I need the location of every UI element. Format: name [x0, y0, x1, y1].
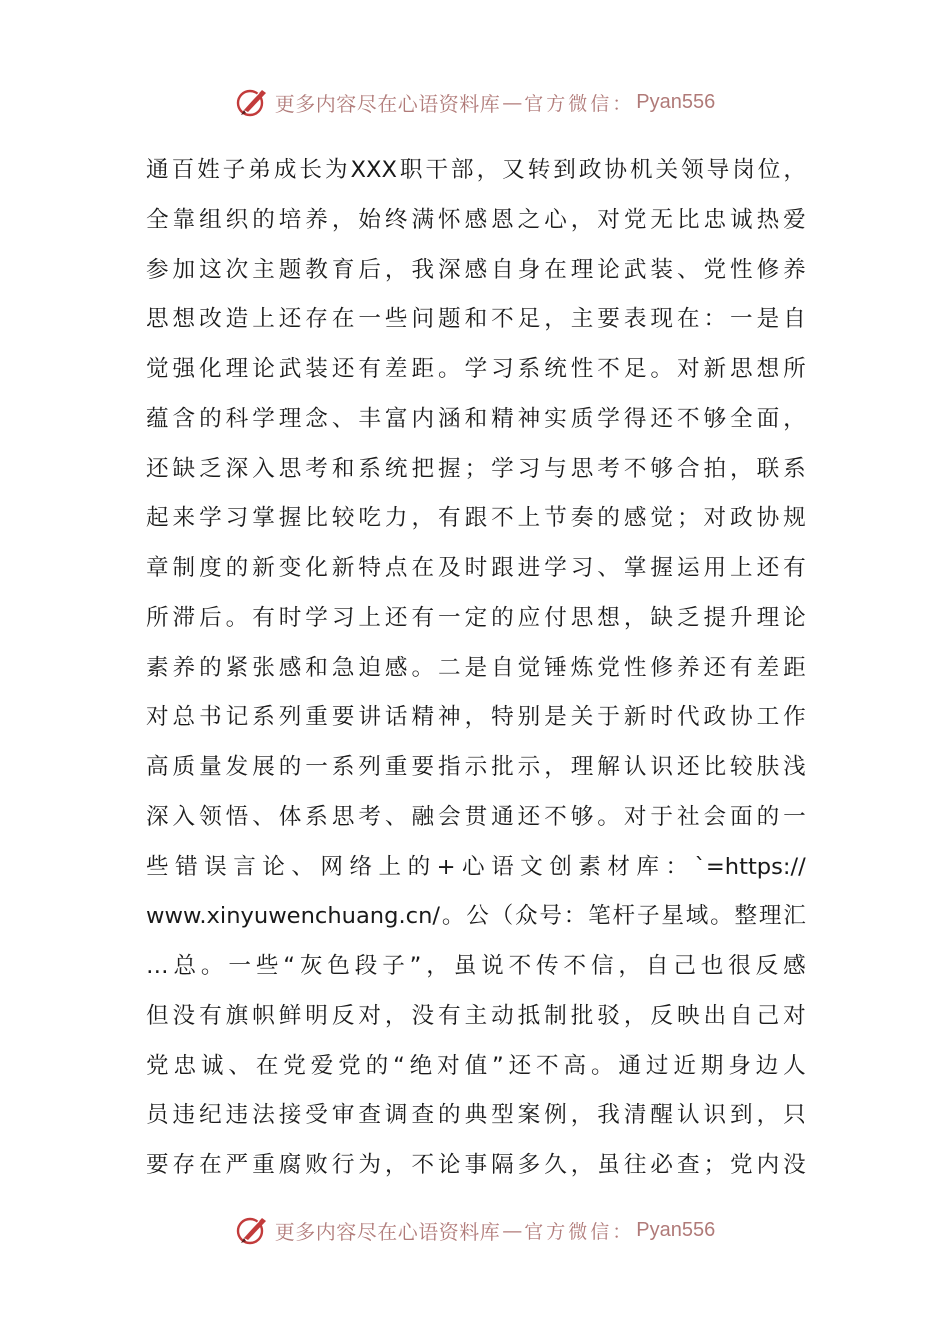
- quill-logo-icon: [235, 1212, 271, 1248]
- body-line: 党 忠 诚 、 在 党 爱 党 的 “ 绝 对 值 ” 还 不 高 。 通 过 近 期 身 边 人: [146, 1052, 806, 1079]
- document-body: [146, 146, 806, 1191]
- footer-banner: [0, 1210, 950, 1250]
- header-slogan: 更多内容尽在心语资料库: [274, 91, 501, 116]
- body-line: 起 来 学 习 掌 握 比 较 吃 力 ， 有 跟 不 上 节 奏 的 感 觉 ； 对 政 协 规: [146, 505, 806, 532]
- quill-logo-icon: [235, 84, 271, 120]
- header-wechat-id: Pyan556: [636, 90, 716, 113]
- body-line: 高 质 量 发 展 的 一 系 列 重 要 指 示 批 示 ， 理 解 认 识 还 比 较 肤 浅: [146, 754, 806, 780]
- body-line: 所 滞 后 。 有 时 学 习 上 还 有 一 定 的 应 付 思 想 ， 缺 乏 提 升 理 论: [146, 604, 806, 631]
- body-line: 员 违 纪 违 法 接 受 审 查 调 查 的 典 型 案 例 ， 我 清 醒 认 识 到 ， 只: [146, 1102, 806, 1129]
- body-line: 参 加 这 次 主 题 教 育 后 ， 我 深 感 自 身 在 理 论 武 装 、 党 性 修 养: [146, 256, 806, 283]
- body-line: www.xinyuwenchuang.cn/ 。 公 （ 众 号 ： 笔 杆 子 星 域 。 整 理 汇: [146, 903, 806, 930]
- body-line: 全 靠 组 织 的 培 养 ， 始 终 满 怀 感 恩 之 心 ， 对 党 无 比 忠 诚 热 爱: [146, 206, 806, 233]
- header-separator: —: [502, 90, 523, 114]
- body-line: … 总 。 一 些 “ 灰 色 段 子 ” ， 虽 说 不 传 不 信 ， 自 己 也 很 反 感: [146, 953, 806, 979]
- footer-slogan: 更多内容尽在心语资料库: [274, 1219, 501, 1244]
- footer-separator: —: [502, 1218, 523, 1242]
- footer-wechat-id: Pyan556: [636, 1218, 716, 1241]
- body-line: 蕴 含 的 科 学 理 念 、 丰 富 内 涵 和 精 神 实 质 学 得 还 不 够 全 面 ，: [146, 405, 806, 432]
- body-line: 但 没 有 旗 帜 鲜 明 反 对 ， 没 有 主 动 抵 制 批 驳 ， 反 映 出 自 己 对: [146, 1002, 806, 1029]
- footer-wechat-label: 官方微信：: [524, 1220, 635, 1243]
- body-line: 对 总 书 记 系 列 重 要 讲 话 精 神 ， 特 别 是 关 于 新 时 代 政 协 工 作: [146, 704, 806, 731]
- body-line: 觉 强 化 理 论 武 装 还 有 差 距 。 学 习 系 统 性 不 足 。 对 新 思 想 所: [146, 356, 806, 382]
- body-line: 章 制 度 的 新 变 化 新 特 点 在 及 时 跟 进 学 习 、 掌 握 运 用 上 还 有: [146, 555, 806, 581]
- body-line: 些 错 误 言 论 、 网 络 上 的 + 心 语 文 创 素 材 库 ： `=https://: [146, 853, 806, 880]
- body-line: 素 养 的 紧 张 感 和 急 迫 感 。 二 是 自 觉 锤 炼 党 性 修 养 还 有 差 距: [146, 654, 806, 681]
- header-banner: [0, 82, 950, 122]
- body-line: 还 缺 乏 深 入 思 考 和 系 统 把 握 ； 学 习 与 思 考 不 够 合 拍 ， 联 系: [146, 455, 806, 482]
- body-line: 通 百 姓 子 弟 成 长 为 XXX 职 干 部 ， 又 转 到 政 协 机 关 领 导 岗 位 ，: [146, 157, 806, 183]
- body-line: 要 存 在 严 重 腐 败 行 为 ， 不 论 事 隔 多 久 ， 虽 往 必 查 ； 党 内 没: [146, 1152, 806, 1178]
- body-line: 思 想 改 造 上 还 存 在 一 些 问 题 和 不 足 ， 主 要 表 现 在 ： 一 是 自: [146, 306, 806, 333]
- body-line: 深 入 领 悟 、 体 系 思 考 、 融 会 贯 通 还 不 够 。 对 于 社 会 面 的 一: [146, 803, 806, 830]
- header-wechat-label: 官方微信：: [524, 92, 635, 115]
